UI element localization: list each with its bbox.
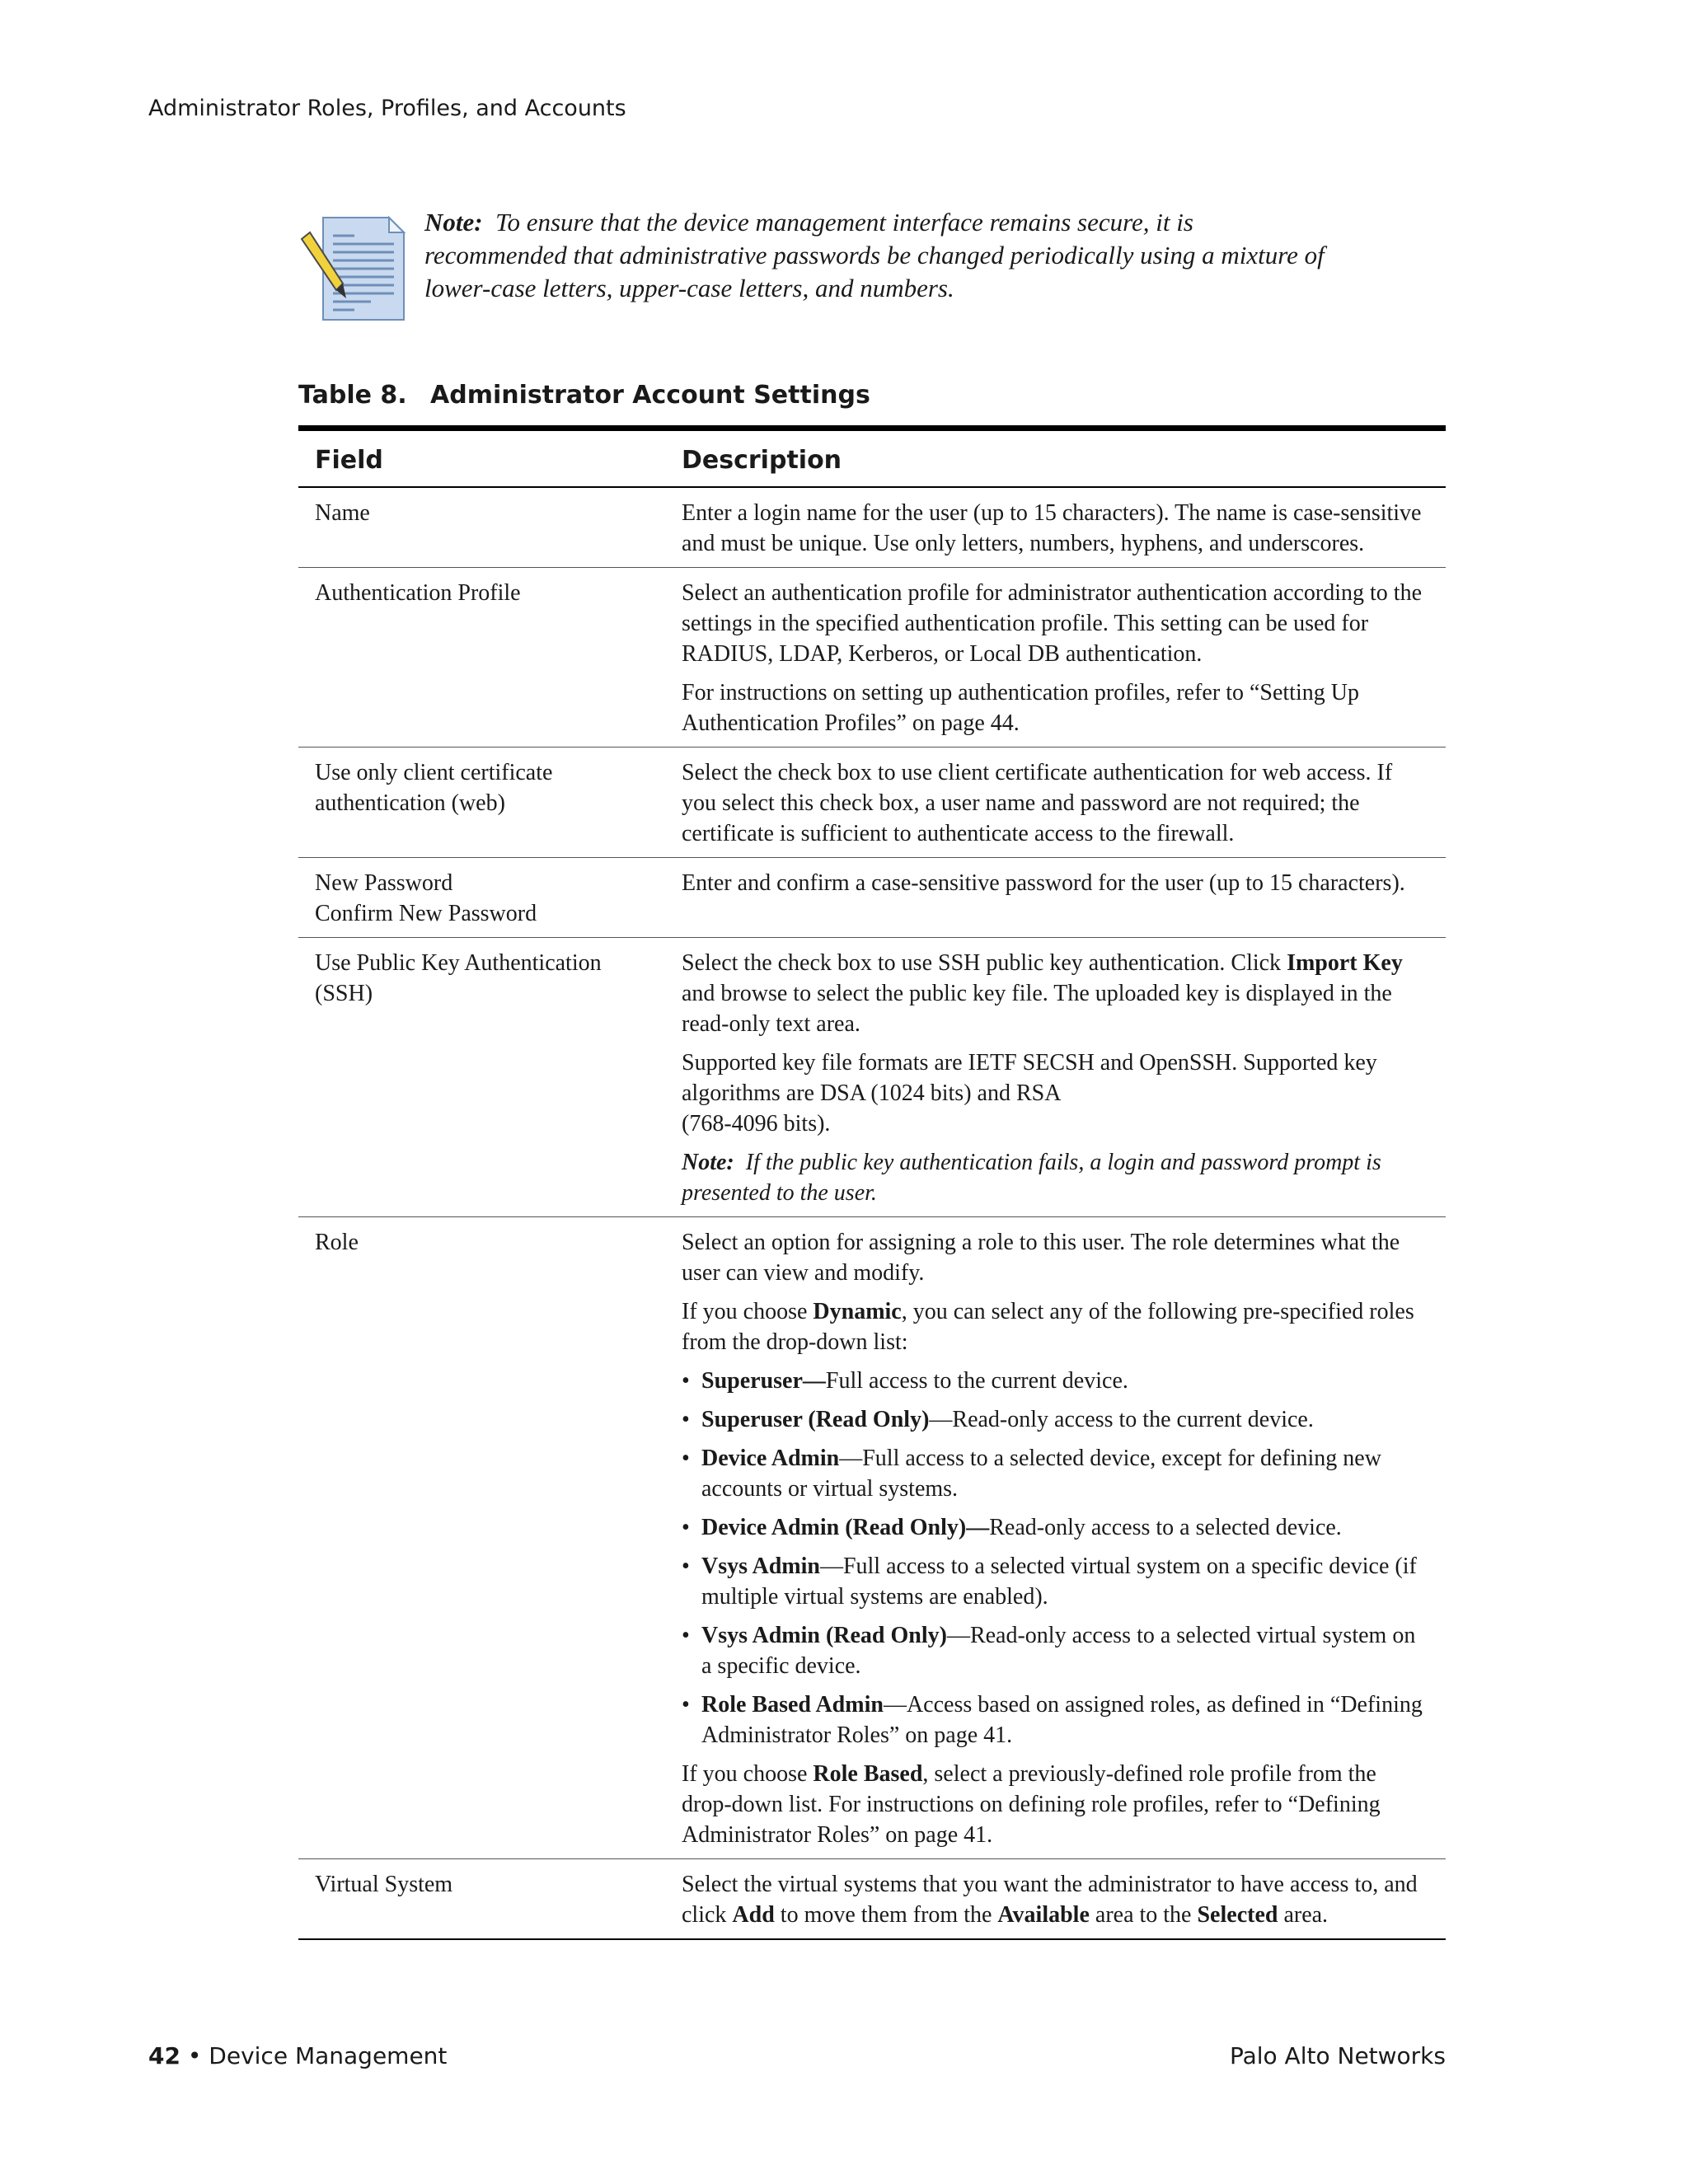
footer-separator: • <box>180 2042 209 2069</box>
note-document-icon <box>297 211 412 326</box>
text-run: and browse to select the public key file. The uploaded key is displayed in the read-only text area. <box>682 981 1392 1037</box>
role-text: —Read-only access to a selected virtual system on a specific device. <box>701 1623 1416 1679</box>
description-cell <box>665 1859 1446 1940</box>
field-line: New Password <box>315 870 453 896</box>
field-cell: Use only client certificate authentication (web) <box>298 748 665 858</box>
description-cell <box>665 487 1446 568</box>
table-row <box>298 568 1446 748</box>
list-item <box>682 1404 1429 1435</box>
description-paragraph: Enter a login name for the user (up to 15 characters). The name is case-sensitive and must be unique. Use only letters, numbers, hyphens, and underscores. <box>682 500 1422 556</box>
role-list <box>682 1366 1429 1750</box>
note-label: Note: <box>424 208 483 237</box>
description-paragraph <box>682 1869 1429 1930</box>
description-paragraph: Enter and confirm a case-sensitive password for the user (up to 15 characters). <box>682 870 1405 896</box>
description-cell <box>665 568 1446 748</box>
role-based-term: Role Based <box>813 1761 923 1787</box>
text-run: area. <box>1278 1902 1329 1928</box>
available-term: Available <box>997 1902 1090 1928</box>
field-cell: Name <box>298 487 665 568</box>
dynamic-term: Dynamic <box>813 1299 902 1324</box>
text-run: to move them from the <box>774 1902 998 1928</box>
table-caption <box>298 381 870 410</box>
text-run: area to the <box>1089 1902 1198 1928</box>
admin-account-settings-table <box>298 425 1446 1940</box>
description-paragraph: For instructions on setting up authentication profiles, refer to “Setting Up Authentication Profiles” on page 44. <box>682 680 1359 736</box>
text-run: Supported key file formats are IETF SECSH and OpenSSH. Supported key algorithms are DSA (1024 bits) and RSA <box>682 1050 1377 1106</box>
text-run: Select the virtual systems that you want the administrator to have access to, and click <box>682 1872 1418 1928</box>
running-header: Administrator Roles, Profiles, and Accounts <box>148 96 626 121</box>
field-cell: Authentication Profile <box>298 568 665 748</box>
list-item <box>682 1620 1429 1681</box>
table-row <box>298 1217 1446 1859</box>
list-item <box>682 1690 1429 1750</box>
role-term: Vsys Admin (Read Only) <box>701 1623 947 1648</box>
header-description: Description <box>665 429 1446 488</box>
inline-note-label: Note: <box>682 1150 734 1175</box>
footer-company: Palo Alto Networks <box>1229 2042 1446 2069</box>
inline-note <box>682 1147 1429 1208</box>
table-row <box>298 748 1446 858</box>
add-term: Add <box>732 1902 775 1928</box>
note-callout <box>297 206 1451 330</box>
role-text: —Access based on assigned roles, as defined in “Defining Administrator Roles” on page 41. <box>701 1692 1423 1748</box>
role-text: —Full access to a selected virtual system on a specific device (if multiple virtual systems are enabled). <box>701 1554 1417 1610</box>
description-cell <box>665 1217 1446 1859</box>
description-paragraph <box>682 1296 1429 1357</box>
selected-term: Selected <box>1197 1902 1278 1928</box>
description-paragraph: Select the check box to use client certificate authentication for web access. If you select this check box, a user name and password are not required; the certificate is sufficient to authenticate access to the firewall. <box>682 760 1393 846</box>
description-paragraph <box>682 1759 1429 1850</box>
description-paragraph: Select an option for assigning a role to this user. The role determines what the user can view and modify. <box>682 1230 1400 1286</box>
role-text: Read-only access to a selected device. <box>989 1515 1342 1540</box>
description-paragraph: Select an authentication profile for administrator authentication according to the settings in the specified authentication profile. This setting can be used for RADIUS, LDAP, Kerberos, or Local DB authentication. <box>682 580 1423 667</box>
list-item <box>682 1366 1429 1396</box>
table-title: Administrator Account Settings <box>430 381 870 410</box>
role-term: Superuser (Read Only) <box>701 1407 930 1432</box>
field-cell: Role <box>298 1217 665 1859</box>
import-key-term: Import Key <box>1287 950 1403 976</box>
text-run: , you can select any of the following pre-specified roles from the drop-down list: <box>682 1299 1414 1355</box>
role-text: —Read-only access to the current device. <box>929 1407 1314 1432</box>
text-run: If you choose <box>682 1761 814 1787</box>
table-row <box>298 938 1446 1217</box>
text-run: If you choose <box>682 1299 814 1324</box>
table-row <box>298 1859 1446 1940</box>
field-cell: Use Public Key Authentication (SSH) <box>298 938 665 1217</box>
role-text: Full access to the current device. <box>825 1368 1128 1394</box>
role-term: Superuser— <box>701 1368 826 1394</box>
table-header-row <box>298 429 1446 488</box>
page-number: 42 <box>148 2042 181 2069</box>
table-number: Table 8. <box>298 381 407 410</box>
table-row <box>298 858 1446 938</box>
role-term: Vsys Admin <box>701 1554 820 1579</box>
header-field: Field <box>298 429 665 488</box>
inline-note-text: If the public key authentication fails, a login and password prompt is presented to the user. <box>682 1150 1381 1206</box>
role-term: Role Based Admin <box>701 1692 884 1718</box>
description-cell <box>665 938 1446 1217</box>
list-item <box>682 1512 1429 1543</box>
list-item <box>682 1443 1429 1504</box>
role-term: Device Admin (Read Only)— <box>701 1515 990 1540</box>
text-run: Select the check box to use SSH public key authentication. Click <box>682 950 1287 976</box>
field-cell <box>298 858 665 938</box>
note-body: To ensure that the device management interface remains secure, it is recommended that administrative passwords be changed periodically using a mixture of lower-case letters, upper-case letters, and numbers. <box>424 208 1325 302</box>
footer-left <box>148 2042 447 2069</box>
description-cell <box>665 858 1446 938</box>
footer-section: Device Management <box>209 2042 448 2069</box>
field-line: Confirm New Password <box>315 901 537 926</box>
text-run: (768-4096 bits). <box>682 1111 831 1137</box>
description-paragraph <box>682 1047 1429 1139</box>
text-run: , select a previously-defined role profile from the drop-down list. For instructions on defining role profiles, refer to “Defining Administrator Roles” on page 41. <box>682 1761 1381 1848</box>
note-text <box>424 206 1331 305</box>
description-paragraph <box>682 948 1429 1039</box>
role-text: —Full access to a selected device, except for defining new accounts or virtual systems. <box>701 1446 1381 1502</box>
description-cell <box>665 748 1446 858</box>
table-row <box>298 487 1446 568</box>
field-cell: Virtual System <box>298 1859 665 1940</box>
list-item <box>682 1551 1429 1612</box>
role-term: Device Admin <box>701 1446 840 1471</box>
